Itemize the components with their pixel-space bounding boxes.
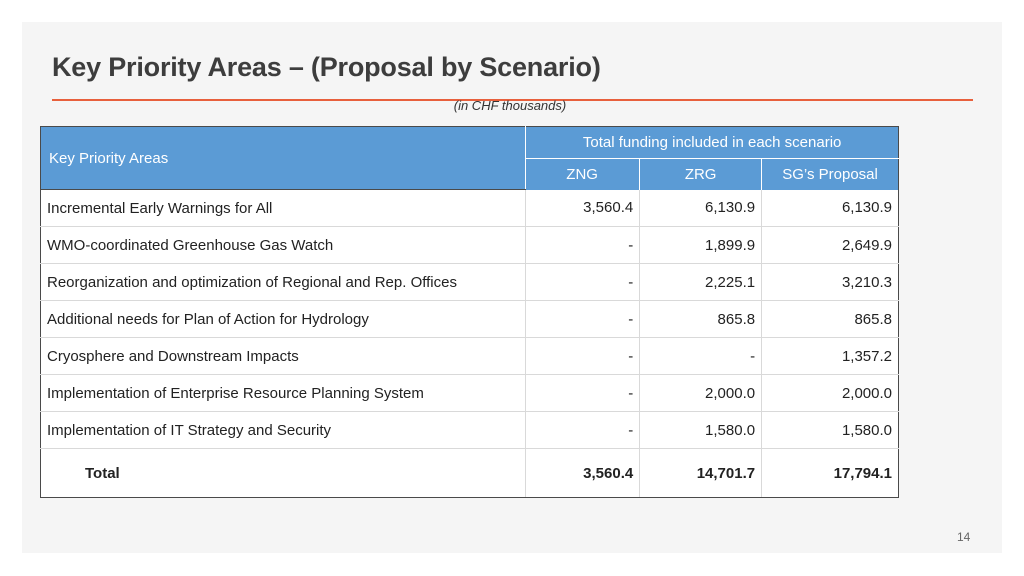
row-zng: - (526, 375, 640, 412)
row-sg: 2,000.0 (762, 375, 899, 412)
header-sg-proposal: SG’s Proposal (762, 159, 899, 190)
total-zrg: 14,701.7 (640, 449, 762, 498)
table-row (41, 264, 899, 301)
table-row (41, 190, 899, 227)
row-sg: 1,357.2 (762, 338, 899, 375)
row-sg: 1,580.0 (762, 412, 899, 449)
page-number: 14 (957, 530, 971, 544)
row-area: WMO-coordinated Greenhouse Gas Watch (41, 227, 526, 264)
row-zrg: - (640, 338, 762, 375)
row-zng: - (526, 301, 640, 338)
row-zrg: 1,580.0 (640, 412, 762, 449)
row-zng: - (526, 264, 640, 301)
row-area: Implementation of Enterprise Resource Planning System (41, 375, 526, 412)
priority-areas-table (40, 126, 899, 498)
table-row (41, 338, 899, 375)
row-zrg: 2,000.0 (640, 375, 762, 412)
total-label: Total (41, 449, 526, 498)
row-area: Incremental Early Warnings for All (41, 190, 526, 227)
row-area: Reorganization and optimization of Regional and Rep. Offices (41, 264, 526, 301)
header-zng: ZNG (526, 159, 640, 190)
row-zrg: 1,899.9 (640, 227, 762, 264)
table-row (41, 412, 899, 449)
units-note: (in CHF thousands) (453, 98, 567, 113)
header-key-priority-areas: Key Priority Areas (41, 127, 526, 190)
row-zng: - (526, 227, 640, 264)
row-zrg: 6,130.9 (640, 190, 762, 227)
row-zng: - (526, 412, 640, 449)
row-zrg: 2,225.1 (640, 264, 762, 301)
row-zng: - (526, 338, 640, 375)
total-row (41, 449, 899, 498)
row-area: Cryosphere and Downstream Impacts (41, 338, 526, 375)
row-sg: 6,130.9 (762, 190, 899, 227)
total-zng: 3,560.4 (526, 449, 640, 498)
table-row (41, 301, 899, 338)
total-sg: 17,794.1 (762, 449, 899, 498)
row-area: Additional needs for Plan of Action for Hydrology (41, 301, 526, 338)
slide-title: Key Priority Areas – (Proposal by Scenario) (52, 52, 601, 82)
row-zrg: 865.8 (640, 301, 762, 338)
row-sg: 865.8 (762, 301, 899, 338)
row-zng: 3,560.4 (526, 190, 640, 227)
header-zrg: ZRG (640, 159, 762, 190)
table-row (41, 375, 899, 412)
row-sg: 2,649.9 (762, 227, 899, 264)
header-total-funding: Total funding included in each scenario (526, 127, 899, 159)
row-area: Implementation of IT Strategy and Security (41, 412, 526, 449)
row-sg: 3,210.3 (762, 264, 899, 301)
table-row (41, 227, 899, 264)
